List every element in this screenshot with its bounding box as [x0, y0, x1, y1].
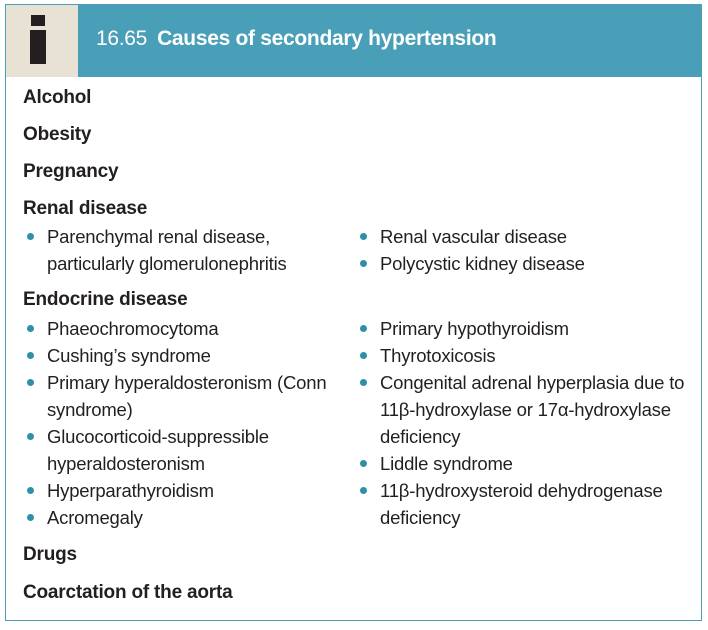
bullet-icon — [27, 233, 34, 240]
list-item-line: Primary hyperaldosteronism (Conn — [47, 372, 327, 393]
info-tab — [6, 5, 78, 77]
heading-endocrine-disease: Endocrine disease — [23, 289, 188, 310]
box-content — [23, 83, 691, 605]
info-icon — [26, 15, 56, 65]
list-item — [356, 342, 689, 369]
info-box — [5, 4, 702, 621]
heading-coarctation: Coarctation of the aorta — [23, 582, 233, 603]
box-title — [96, 27, 496, 51]
bullet-icon — [360, 233, 367, 240]
endocrine-disease-list — [23, 315, 691, 531]
list-item — [356, 315, 689, 342]
list-item — [356, 477, 689, 531]
heading-renal-disease: Renal disease — [23, 198, 148, 219]
list-item-line: Thyrotoxicosis — [380, 345, 496, 366]
list-item-line: Parenchymal renal disease, — [47, 226, 271, 247]
list-item — [356, 450, 689, 477]
list-item-line: Cushing’s syndrome — [47, 345, 211, 366]
list-item — [23, 342, 356, 369]
bullet-icon — [360, 460, 367, 467]
list-item-line: Polycystic kidney disease — [380, 253, 585, 274]
list-item — [356, 223, 689, 250]
list-item-line: hyperaldosteronism — [47, 453, 205, 474]
list-item-line: Congenital adrenal hyperplasia due to — [380, 372, 685, 393]
bullet-icon — [27, 433, 34, 440]
list-item-line: Liddle syndrome — [380, 453, 513, 474]
list-item — [23, 223, 356, 277]
list-item-line: Acromegaly — [47, 507, 143, 528]
bullet-list — [356, 315, 689, 531]
list-item — [23, 423, 356, 477]
list-item-line: syndrome) — [47, 399, 133, 420]
bullet-icon — [27, 379, 34, 386]
bullet-icon — [360, 260, 367, 267]
renal-left-column — [23, 223, 356, 277]
bullet-list — [23, 223, 356, 277]
heading-drugs: Drugs — [23, 544, 77, 565]
list-item-line: Hyperparathyroidism — [47, 480, 214, 501]
list-item — [23, 504, 356, 531]
heading-pregnancy: Pregnancy — [23, 161, 119, 182]
renal-right-column — [356, 223, 689, 277]
list-item-line: Renal vascular disease — [380, 226, 567, 247]
bullet-icon — [360, 379, 367, 386]
bullet-icon — [27, 487, 34, 494]
list-item — [23, 369, 356, 423]
info-icon-stem — [30, 30, 46, 64]
list-item-line: 11β-hydroxysteroid dehydrogenase — [380, 480, 663, 501]
list-item — [23, 477, 356, 504]
list-item — [23, 315, 356, 342]
bullet-icon — [27, 514, 34, 521]
list-item-line: particularly glomerulonephritis — [47, 253, 287, 274]
list-item-line: Phaeochromocytoma — [47, 318, 219, 339]
bullet-list — [356, 223, 689, 277]
info-icon-dot — [31, 15, 45, 26]
box-number: 16.65 — [96, 27, 148, 50]
bullet-icon — [360, 325, 367, 332]
list-item — [356, 369, 689, 450]
renal-disease-list — [23, 223, 691, 277]
box-title-text: Causes of secondary hypertension — [157, 27, 497, 50]
list-item-line: Glucocorticoid-suppressible — [47, 426, 269, 447]
list-item-line: deficiency — [380, 507, 461, 528]
bullet-icon — [360, 487, 367, 494]
list-item — [356, 250, 689, 277]
bullet-icon — [27, 325, 34, 332]
bullet-list — [23, 315, 356, 531]
list-item-line: 11β-hydroxylase or 17α-hydroxylase — [380, 399, 671, 420]
heading-alcohol: Alcohol — [23, 87, 92, 108]
list-item-line: Primary hypothyroidism — [380, 318, 569, 339]
bullet-icon — [27, 352, 34, 359]
box-header — [6, 5, 701, 77]
heading-obesity: Obesity — [23, 124, 92, 145]
bullet-icon — [360, 352, 367, 359]
list-item-line: deficiency — [380, 426, 461, 447]
endocrine-right-column — [356, 315, 689, 531]
endocrine-left-column — [23, 315, 356, 531]
